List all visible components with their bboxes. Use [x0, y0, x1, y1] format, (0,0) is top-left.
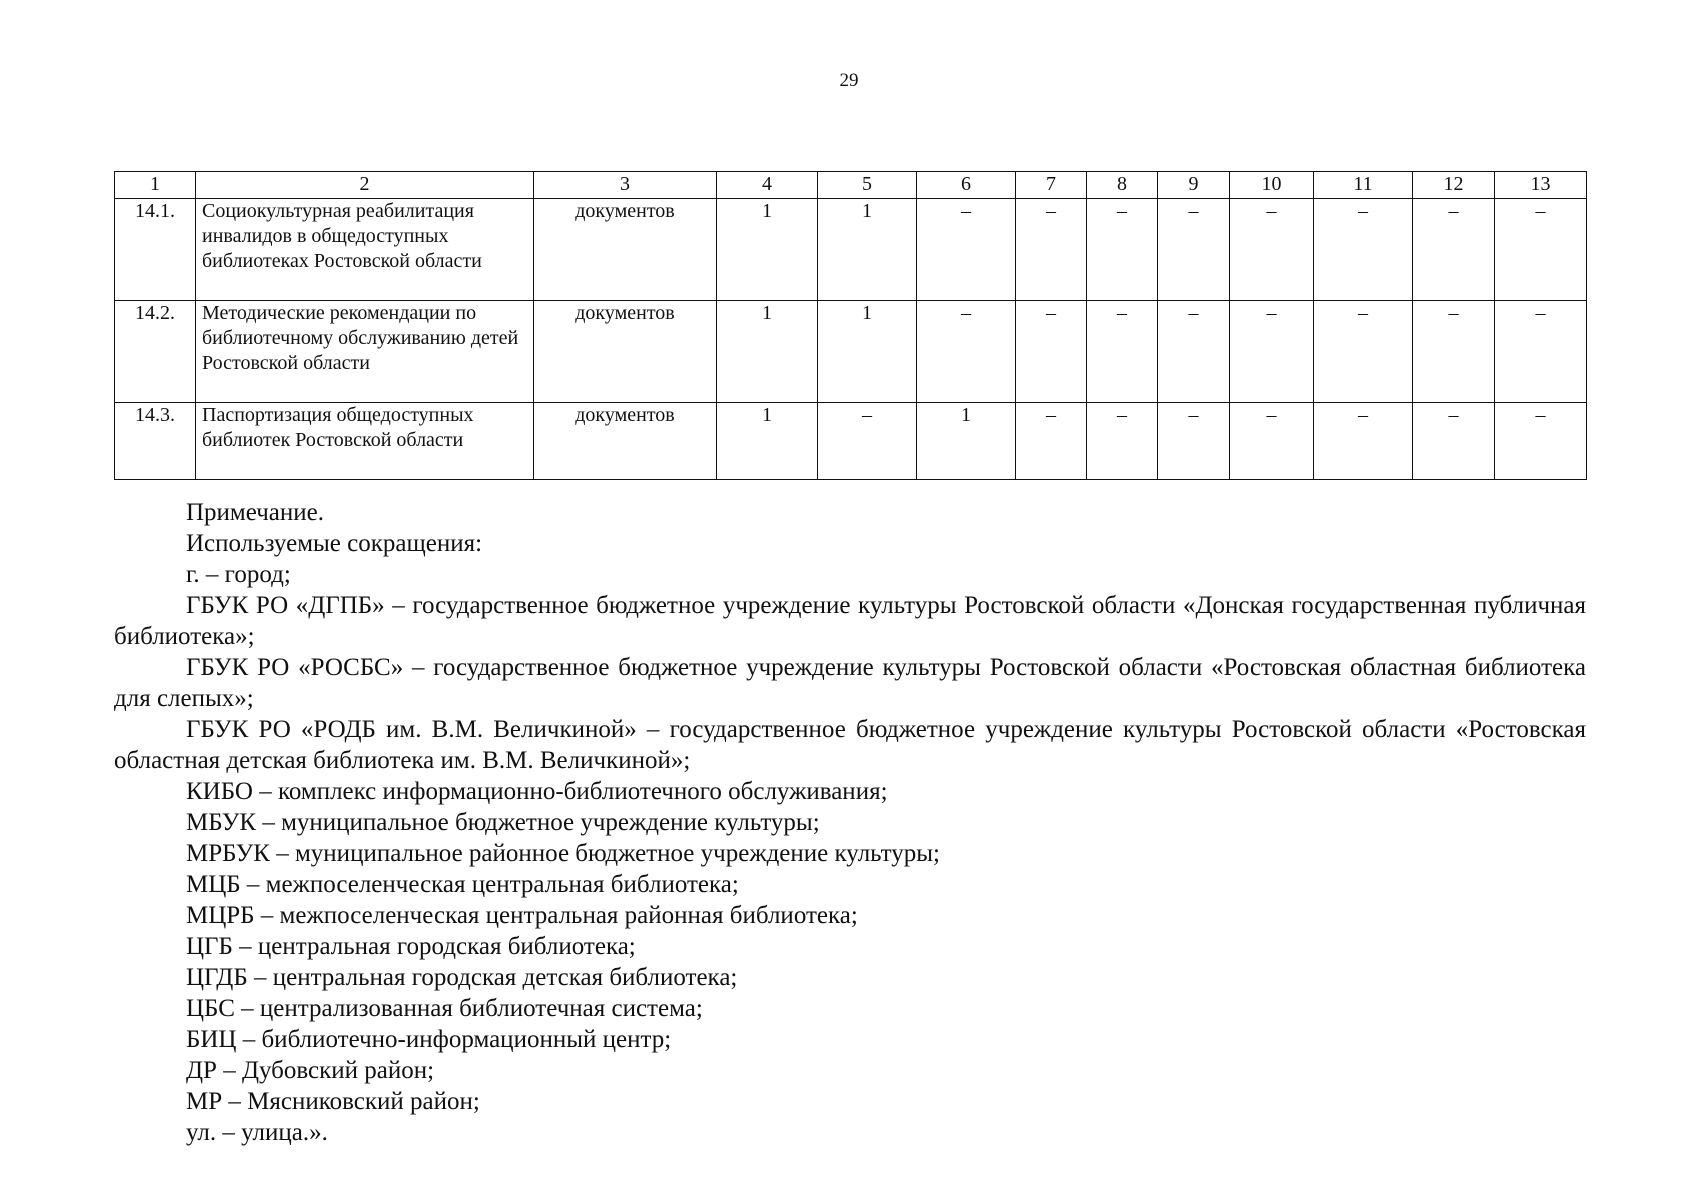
row-value: –: [1158, 403, 1230, 480]
row-number: 14.2.: [115, 301, 196, 403]
column-header: 1: [115, 172, 196, 199]
row-value: –: [1314, 301, 1413, 403]
row-value: –: [1495, 199, 1587, 301]
row-value: –: [1087, 199, 1158, 301]
page-number: 29: [839, 70, 859, 91]
column-header: 10: [1230, 172, 1314, 199]
row-value: –: [1158, 301, 1230, 403]
table-row: [115, 199, 1587, 301]
row-value: –: [1495, 403, 1587, 480]
table-row: [115, 301, 1587, 403]
row-value: –: [1230, 301, 1314, 403]
note-line: ГБУК РО «ДГПБ» – государственное бюджетное учреждение культуры Ростовской области «Донская государственная публичная библиотека»;: [114, 592, 1586, 650]
note-line: ул. – улица.».: [186, 1119, 328, 1146]
row-value: 1: [818, 199, 917, 301]
row-value: 1: [717, 199, 818, 301]
note-line: ГБУК РО «РОСБС» – государственное бюджетное учреждение культуры Ростовской области «Ростовская областная библиотека для слепых»;: [114, 654, 1586, 712]
row-value: –: [1413, 301, 1495, 403]
row-value: 1: [917, 403, 1016, 480]
note-line: ЦБС – централизованная библиотечная система;: [186, 995, 703, 1022]
row-value: –: [1413, 199, 1495, 301]
row-name: Социокультурная реабилитация инвалидов в общедоступных библиотеках Ростовской области: [196, 199, 534, 301]
row-value: –: [917, 199, 1016, 301]
row-value: –: [1314, 403, 1413, 480]
column-header: 11: [1314, 172, 1413, 199]
row-value: –: [1413, 403, 1495, 480]
note-title: Примечание.: [186, 499, 325, 526]
note-line: БИЦ – библиотечно-информационный центр;: [186, 1026, 672, 1053]
column-header: 9: [1158, 172, 1230, 199]
notes-section: [114, 497, 1586, 1148]
row-value: 1: [717, 301, 818, 403]
note-line: МРБУК – муниципальное районное бюджетное учреждение культуры;: [186, 840, 940, 867]
note-line: МЦРБ – межпоселенческая центральная районная библиотека;: [186, 902, 858, 929]
note-line: МР – Мясниковский район;: [186, 1088, 480, 1115]
column-header: 4: [717, 172, 818, 199]
column-header: 13: [1495, 172, 1587, 199]
row-value: 1: [717, 403, 818, 480]
column-header: 7: [1016, 172, 1087, 199]
row-value: 1: [818, 301, 917, 403]
row-name: Методические рекомендации по библиотечному обслуживанию детей Ростовской области: [196, 301, 534, 403]
row-value: –: [1495, 301, 1587, 403]
row-unit: документов: [534, 301, 717, 403]
note-line: ЦГБ – центральная городская библиотека;: [186, 933, 636, 960]
row-value: –: [1230, 403, 1314, 480]
column-header: 6: [917, 172, 1016, 199]
column-header: 3: [534, 172, 717, 199]
column-header: 8: [1087, 172, 1158, 199]
row-number: 14.3.: [115, 403, 196, 480]
note-line: г. – город;: [186, 561, 291, 588]
row-value: –: [1087, 301, 1158, 403]
row-value: –: [818, 403, 917, 480]
note-line: ДР – Дубовский район;: [186, 1057, 435, 1084]
column-header: 12: [1413, 172, 1495, 199]
note-line: МБУК – муниципальное бюджетное учреждение культуры;: [186, 809, 820, 836]
row-value: –: [1314, 199, 1413, 301]
row-name: Паспортизация общедоступных библиотек Ростовской области: [196, 403, 534, 480]
row-value: –: [1016, 403, 1087, 480]
note-line: МЦБ – межпоселенческая центральная библиотека;: [186, 871, 739, 898]
indicators-table: [114, 171, 1587, 480]
row-unit: документов: [534, 199, 717, 301]
row-number: 14.1.: [115, 199, 196, 301]
row-value: –: [1016, 199, 1087, 301]
row-value: –: [1230, 199, 1314, 301]
note-line: КИБО – комплекс информационно-библиотечного обслуживания;: [186, 778, 888, 805]
note-line: ГБУК РО «РОДБ им. В.М. Величкиной» – государственное бюджетное учреждение культуры Ростовской области «Ростовская областная детская библиотека им. В.М. Величкиной»;: [114, 716, 1586, 774]
table-header-row: [115, 172, 1587, 199]
row-value: –: [1016, 301, 1087, 403]
note-line: ЦГДБ – центральная городская детская библиотека;: [186, 964, 738, 991]
row-value: –: [917, 301, 1016, 403]
column-header: 5: [818, 172, 917, 199]
row-value: –: [1087, 403, 1158, 480]
note-line: Используемые сокращения:: [186, 530, 483, 557]
row-unit: документов: [534, 403, 717, 480]
table-row: [115, 403, 1587, 480]
column-header: 2: [196, 172, 534, 199]
row-value: –: [1158, 199, 1230, 301]
